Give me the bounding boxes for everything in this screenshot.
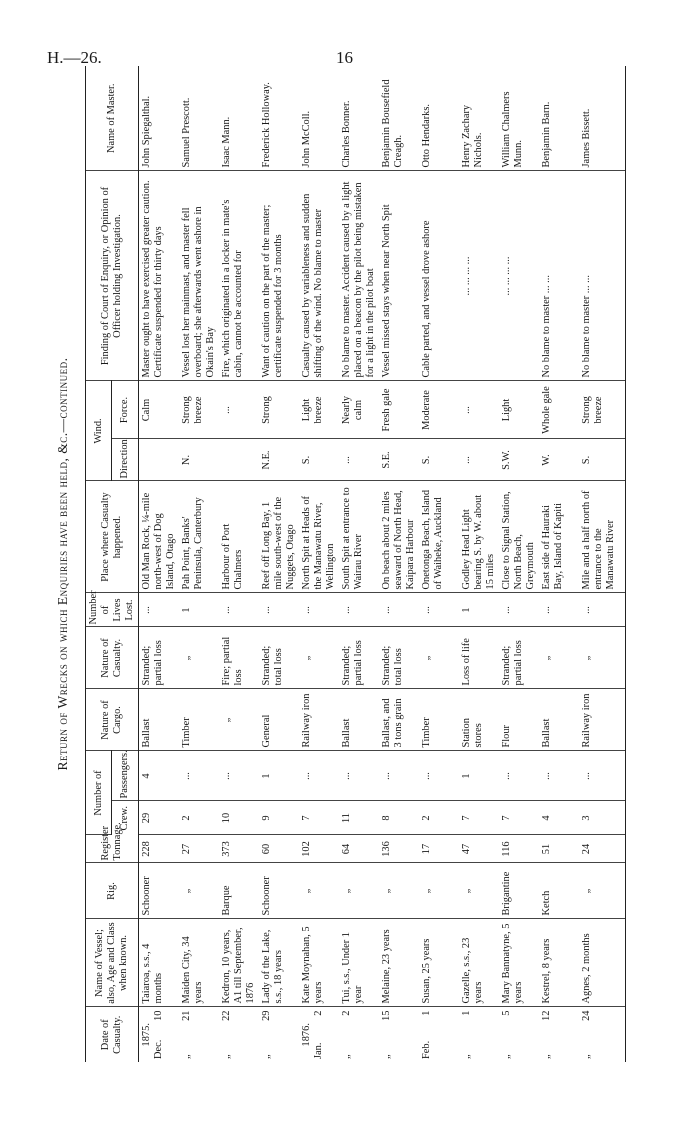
col-force-header: Force. bbox=[112, 381, 138, 439]
lives-cell: 1 bbox=[179, 593, 219, 627]
passengers-cell: ... bbox=[419, 751, 459, 801]
col-casualty-header: Nature of Casualty. bbox=[86, 627, 139, 689]
vessel-cell: Kate Moynahan, 5 years bbox=[299, 919, 339, 1007]
place-cell: South Spit at entrance to Wairau River bbox=[339, 481, 379, 593]
table-row bbox=[419, 66, 459, 1062]
cargo-cell: Timber bbox=[419, 689, 459, 751]
rig-cell: Brigantine bbox=[499, 863, 539, 919]
casualty-cell: „ bbox=[179, 627, 219, 689]
passengers-cell: ... bbox=[339, 751, 379, 801]
day-cell: 10 bbox=[152, 1010, 164, 1021]
force-cell: ... bbox=[459, 381, 499, 439]
table-title: Return of Wrecks on which Enquiries have been held, &c.—continued. bbox=[55, 357, 70, 771]
vessel-cell: Kestrel, 8 years bbox=[539, 919, 579, 1007]
master-cell: Benjamin Barn. bbox=[539, 66, 579, 171]
passengers-cell: ... bbox=[299, 751, 339, 801]
tonnage-cell: 17 bbox=[419, 835, 459, 863]
place-cell: Reef off Long Bay, 1 mile south-west of the Nuggets, Otago bbox=[259, 481, 299, 593]
col-master-header: Name of Master. bbox=[86, 66, 139, 171]
day-cell: 5 bbox=[500, 1010, 512, 1016]
direction-cell: N. bbox=[179, 439, 219, 481]
lives-cell: 1 bbox=[459, 593, 499, 627]
day-cell: 1 bbox=[460, 1010, 472, 1016]
crew-cell: 2 bbox=[419, 801, 459, 835]
casualty-cell: Fire; partial loss bbox=[219, 627, 259, 689]
vessel-cell: Melaine, 23 years bbox=[379, 919, 419, 1007]
tonnage-cell: 228 bbox=[138, 835, 179, 863]
crew-cell: 7 bbox=[499, 801, 539, 835]
col-wind-header: Wind. bbox=[86, 381, 112, 481]
col-direction-header: Direction bbox=[112, 439, 138, 481]
master-cell: John McColl. bbox=[299, 66, 339, 171]
vessel-cell: Maiden City, 34 years bbox=[179, 919, 219, 1007]
force-cell: Light bbox=[499, 381, 539, 439]
force-cell: ... bbox=[219, 381, 259, 439]
force-cell: Moderate bbox=[419, 381, 459, 439]
direction-cell: S. bbox=[579, 439, 626, 481]
tonnage-cell: 102 bbox=[299, 835, 339, 863]
crew-cell: 3 bbox=[579, 801, 626, 835]
vessel-cell: Mary Bannatyne, 5 years bbox=[499, 919, 539, 1007]
direction-cell: W. bbox=[539, 439, 579, 481]
vessel-cell: Susan, 25 years bbox=[419, 919, 459, 1007]
cargo-cell: General bbox=[259, 689, 299, 751]
cargo-cell: Ballast bbox=[339, 689, 379, 751]
day-cell: 12 bbox=[540, 1010, 552, 1021]
month-cell: „ bbox=[460, 1054, 472, 1059]
place-cell: Mile and a half north of entrance to the Manawatu River bbox=[579, 481, 626, 593]
force-cell: Calm bbox=[138, 381, 179, 439]
cargo-cell: Ballast bbox=[138, 689, 179, 751]
year-cell: 1875. bbox=[140, 1023, 152, 1047]
force-cell: Strong breeze bbox=[179, 381, 219, 439]
finding-cell: Casualty caused by variableness and sudden shifting of the wind. No blame to master bbox=[299, 171, 339, 381]
passengers-cell: ... bbox=[179, 751, 219, 801]
col-rig-header: Rig. bbox=[86, 863, 139, 919]
lives-cell: ... bbox=[499, 593, 539, 627]
vessel-cell: Kedron, 10 years, A1 till September, 1876 bbox=[219, 919, 259, 1007]
month-cell: „ bbox=[180, 1054, 192, 1059]
table-row bbox=[499, 66, 539, 1062]
finding-cell: Fire, which originated in a locker in mate's cabin, cannot be accounted for bbox=[219, 171, 259, 381]
passengers-cell: ... bbox=[499, 751, 539, 801]
place-cell: Old Man Rock, ¼-mile north-west of Dog Island, Otago bbox=[138, 481, 179, 593]
month-cell: Jan. bbox=[312, 1042, 324, 1059]
casualty-cell: Stranded; total loss bbox=[379, 627, 419, 689]
master-cell: John Spiegalthal. bbox=[138, 66, 179, 171]
rig-cell: „ bbox=[579, 863, 626, 919]
direction-cell bbox=[219, 439, 259, 481]
lives-cell: ... bbox=[579, 593, 626, 627]
table-row bbox=[579, 66, 626, 1062]
page-reference: H.—26. bbox=[47, 48, 102, 67]
table-row bbox=[299, 66, 339, 1062]
col-passengers-header: Passengers. bbox=[112, 751, 138, 801]
force-cell: Strong breeze bbox=[579, 381, 626, 439]
force-cell: Strong bbox=[259, 381, 299, 439]
rig-cell: „ bbox=[459, 863, 499, 919]
rig-cell: „ bbox=[419, 863, 459, 919]
tonnage-cell: 24 bbox=[579, 835, 626, 863]
direction-cell: ... bbox=[459, 439, 499, 481]
col-finding-header: Finding of Court of Enquiry, or Opinion of Officer holding Investigation. bbox=[86, 171, 139, 381]
col-number-of-header: Number of bbox=[86, 751, 112, 835]
table-row bbox=[259, 66, 299, 1062]
force-cell: Whole gale bbox=[539, 381, 579, 439]
crew-cell: 2 bbox=[179, 801, 219, 835]
lives-cell: ... bbox=[138, 593, 179, 627]
master-cell: Isaac Mann. bbox=[219, 66, 259, 171]
cargo-cell: Ballast, and 3 tons grain bbox=[379, 689, 419, 751]
day-cell: 1 bbox=[420, 1010, 432, 1016]
crew-cell: 10 bbox=[219, 801, 259, 835]
casualty-cell: Loss of life bbox=[459, 627, 499, 689]
wrecks-table bbox=[85, 66, 626, 1062]
month-cell: „ bbox=[220, 1054, 232, 1059]
passengers-cell: ... bbox=[579, 751, 626, 801]
month-cell: „ bbox=[340, 1054, 352, 1059]
place-cell: On beach about 2 miles seaward of North Head, Kaipara Harbour bbox=[379, 481, 419, 593]
rig-cell: „ bbox=[339, 863, 379, 919]
vessel-cell: Agnes, 2 months bbox=[579, 919, 626, 1007]
crew-cell: 7 bbox=[299, 801, 339, 835]
place-cell: North Spit at Heads of the Manawatu River, Wellington bbox=[299, 481, 339, 593]
lives-cell: ... bbox=[379, 593, 419, 627]
table-row bbox=[219, 66, 259, 1062]
col-lives-header: Number of Lives Lost. bbox=[86, 593, 139, 627]
finding-cell: No blame to master. Accident caused by a light placed on a beacon by the pilot being mistaken for a light in the pilot boat bbox=[339, 171, 379, 381]
finding-cell: No blame to master ... ... bbox=[539, 171, 579, 381]
col-tonnage-header: Register Tonnage. bbox=[86, 835, 139, 863]
finding-cell: ... ... ... ... bbox=[499, 171, 539, 381]
crew-cell: 4 bbox=[539, 801, 579, 835]
place-cell: Close to Signal Station, North Beach, Greymouth bbox=[499, 481, 539, 593]
col-place-header: Place where Casualty happened. bbox=[86, 481, 139, 593]
table-row bbox=[379, 66, 419, 1062]
day-cell: 21 bbox=[180, 1010, 192, 1021]
month-cell: „ bbox=[540, 1054, 552, 1059]
master-cell: Frederick Holloway. bbox=[259, 66, 299, 171]
direction-cell: N.E. bbox=[259, 439, 299, 481]
casualty-cell: Stranded; total loss bbox=[259, 627, 299, 689]
rig-cell: „ bbox=[299, 863, 339, 919]
passengers-cell: ... bbox=[219, 751, 259, 801]
table-row bbox=[539, 66, 579, 1062]
vessel-cell: Tui, s.s., Under 1 year bbox=[339, 919, 379, 1007]
master-cell: William Chalmers Munn. bbox=[499, 66, 539, 171]
finding-cell: Vessel missed stays when near North Spit bbox=[379, 171, 419, 381]
day-cell: 2 bbox=[340, 1010, 352, 1016]
casualty-cell: „ bbox=[539, 627, 579, 689]
rig-cell: Schooner bbox=[138, 863, 179, 919]
tonnage-cell: 373 bbox=[219, 835, 259, 863]
crew-cell: 7 bbox=[459, 801, 499, 835]
tonnage-cell: 51 bbox=[539, 835, 579, 863]
day-cell: 2 bbox=[312, 1010, 324, 1016]
col-date-header: Date of Casualty. bbox=[86, 1007, 139, 1062]
passengers-cell: ... bbox=[379, 751, 419, 801]
cargo-cell: Flour bbox=[499, 689, 539, 751]
crew-cell: 9 bbox=[259, 801, 299, 835]
direction-cell: S. bbox=[299, 439, 339, 481]
vessel-cell: Lady of the Lake, s.s., 18 years bbox=[259, 919, 299, 1007]
place-cell: Pah Point, Banks' Peninsula, Canterbury bbox=[179, 481, 219, 593]
cargo-cell: Station stores bbox=[459, 689, 499, 751]
month-cell: „ bbox=[580, 1054, 592, 1059]
rig-cell: Schooner bbox=[259, 863, 299, 919]
lives-cell: ... bbox=[419, 593, 459, 627]
cargo-cell: „ bbox=[219, 689, 259, 751]
tonnage-cell: 64 bbox=[339, 835, 379, 863]
cargo-cell: Timber bbox=[179, 689, 219, 751]
master-cell: Henry Zachary Nichols. bbox=[459, 66, 499, 171]
master-cell: Otto Hendarks. bbox=[419, 66, 459, 171]
finding-cell: Cable parted, and vessel drove ashore bbox=[419, 171, 459, 381]
month-cell: Dec. bbox=[152, 1039, 164, 1059]
day-cell: 24 bbox=[580, 1010, 592, 1021]
casualty-cell: „ bbox=[299, 627, 339, 689]
day-cell: 15 bbox=[380, 1010, 392, 1021]
tonnage-cell: 136 bbox=[379, 835, 419, 863]
direction-cell bbox=[138, 439, 179, 481]
passengers-cell: 4 bbox=[138, 751, 179, 801]
rig-cell: „ bbox=[379, 863, 419, 919]
master-cell: Charles Bonner. bbox=[339, 66, 379, 171]
force-cell: Fresh gale bbox=[379, 381, 419, 439]
force-cell: Light breeze bbox=[299, 381, 339, 439]
force-cell: Nearly calm bbox=[339, 381, 379, 439]
rig-cell: „ bbox=[179, 863, 219, 919]
lives-cell: ... bbox=[339, 593, 379, 627]
table-row bbox=[179, 66, 219, 1062]
master-cell: Benjamin Bousefield Creagh. bbox=[379, 66, 419, 171]
finding-cell: Want of caution on the part of the master; certificate suspended for 3 months bbox=[259, 171, 299, 381]
table-row bbox=[138, 66, 179, 1062]
page-number: 16 bbox=[336, 48, 353, 67]
rig-cell: Ketch bbox=[539, 863, 579, 919]
cargo-cell: Railway iron bbox=[299, 689, 339, 751]
place-cell: Godley Head Light bearing S. by W. about 15 miles bbox=[459, 481, 499, 593]
cargo-cell: Railway iron bbox=[579, 689, 626, 751]
month-cell: „ bbox=[380, 1054, 392, 1059]
vessel-cell: Gazelle, s.s., 23 years bbox=[459, 919, 499, 1007]
casualty-cell: Stranded; partial loss bbox=[339, 627, 379, 689]
direction-cell: S. bbox=[419, 439, 459, 481]
month-cell: Feb. bbox=[420, 1040, 432, 1059]
cargo-cell: Ballast bbox=[539, 689, 579, 751]
finding-cell: ... ... ... ... bbox=[459, 171, 499, 381]
col-cargo-header: Nature of Cargo. bbox=[86, 689, 139, 751]
month-cell: „ bbox=[260, 1054, 272, 1059]
finding-cell: Master ought to have exercised greater caution. Certificate suspended for thirty days bbox=[138, 171, 179, 381]
year-cell: 1876. bbox=[300, 1023, 312, 1047]
casualty-cell: „ bbox=[579, 627, 626, 689]
table-row bbox=[339, 66, 379, 1062]
passengers-cell: 1 bbox=[259, 751, 299, 801]
rotated-table-area bbox=[49, 66, 661, 1062]
tonnage-cell: 60 bbox=[259, 835, 299, 863]
direction-cell: S.W. bbox=[499, 439, 539, 481]
tonnage-cell: 27 bbox=[179, 835, 219, 863]
table-row bbox=[459, 66, 499, 1062]
master-cell: Samuel Prescott. bbox=[179, 66, 219, 171]
direction-cell: S.E. bbox=[379, 439, 419, 481]
master-cell: James Bissett. bbox=[579, 66, 626, 171]
month-cell: „ bbox=[500, 1054, 512, 1059]
crew-cell: 29 bbox=[138, 801, 179, 835]
passengers-cell: 1 bbox=[459, 751, 499, 801]
place-cell: Onetonga Beach, Island of Waiheke, Auckland bbox=[419, 481, 459, 593]
tonnage-cell: 116 bbox=[499, 835, 539, 863]
vessel-cell: Taiaroa, s.s., 4 months bbox=[138, 919, 179, 1007]
place-cell: East side of Hauraki Bay, Island of Kapiti bbox=[539, 481, 579, 593]
lives-cell: ... bbox=[299, 593, 339, 627]
rig-cell: Barque bbox=[219, 863, 259, 919]
place-cell: Harbour of Port Chalmers bbox=[219, 481, 259, 593]
day-cell: 29 bbox=[260, 1010, 272, 1021]
day-cell: 22 bbox=[220, 1010, 232, 1021]
casualty-cell: Stranded; partial loss bbox=[138, 627, 179, 689]
lives-cell: ... bbox=[539, 593, 579, 627]
tonnage-cell: 47 bbox=[459, 835, 499, 863]
passengers-cell: ... bbox=[539, 751, 579, 801]
lives-cell: ... bbox=[219, 593, 259, 627]
col-crew-header: Crew. bbox=[112, 801, 138, 835]
col-vessel-header: Name of Vessel; also, Age and Class when known. bbox=[86, 919, 139, 1007]
casualty-cell: Stranded; partial loss bbox=[499, 627, 539, 689]
lives-cell: ... bbox=[259, 593, 299, 627]
crew-cell: 11 bbox=[339, 801, 379, 835]
crew-cell: 8 bbox=[379, 801, 419, 835]
casualty-cell: „ bbox=[419, 627, 459, 689]
finding-cell: No blame to master ... ... bbox=[579, 171, 626, 381]
direction-cell: ... bbox=[339, 439, 379, 481]
finding-cell: Vessel lost her mainmast, and master fell overboard; she afterwards went ashore in Okain's Bay bbox=[179, 171, 219, 381]
